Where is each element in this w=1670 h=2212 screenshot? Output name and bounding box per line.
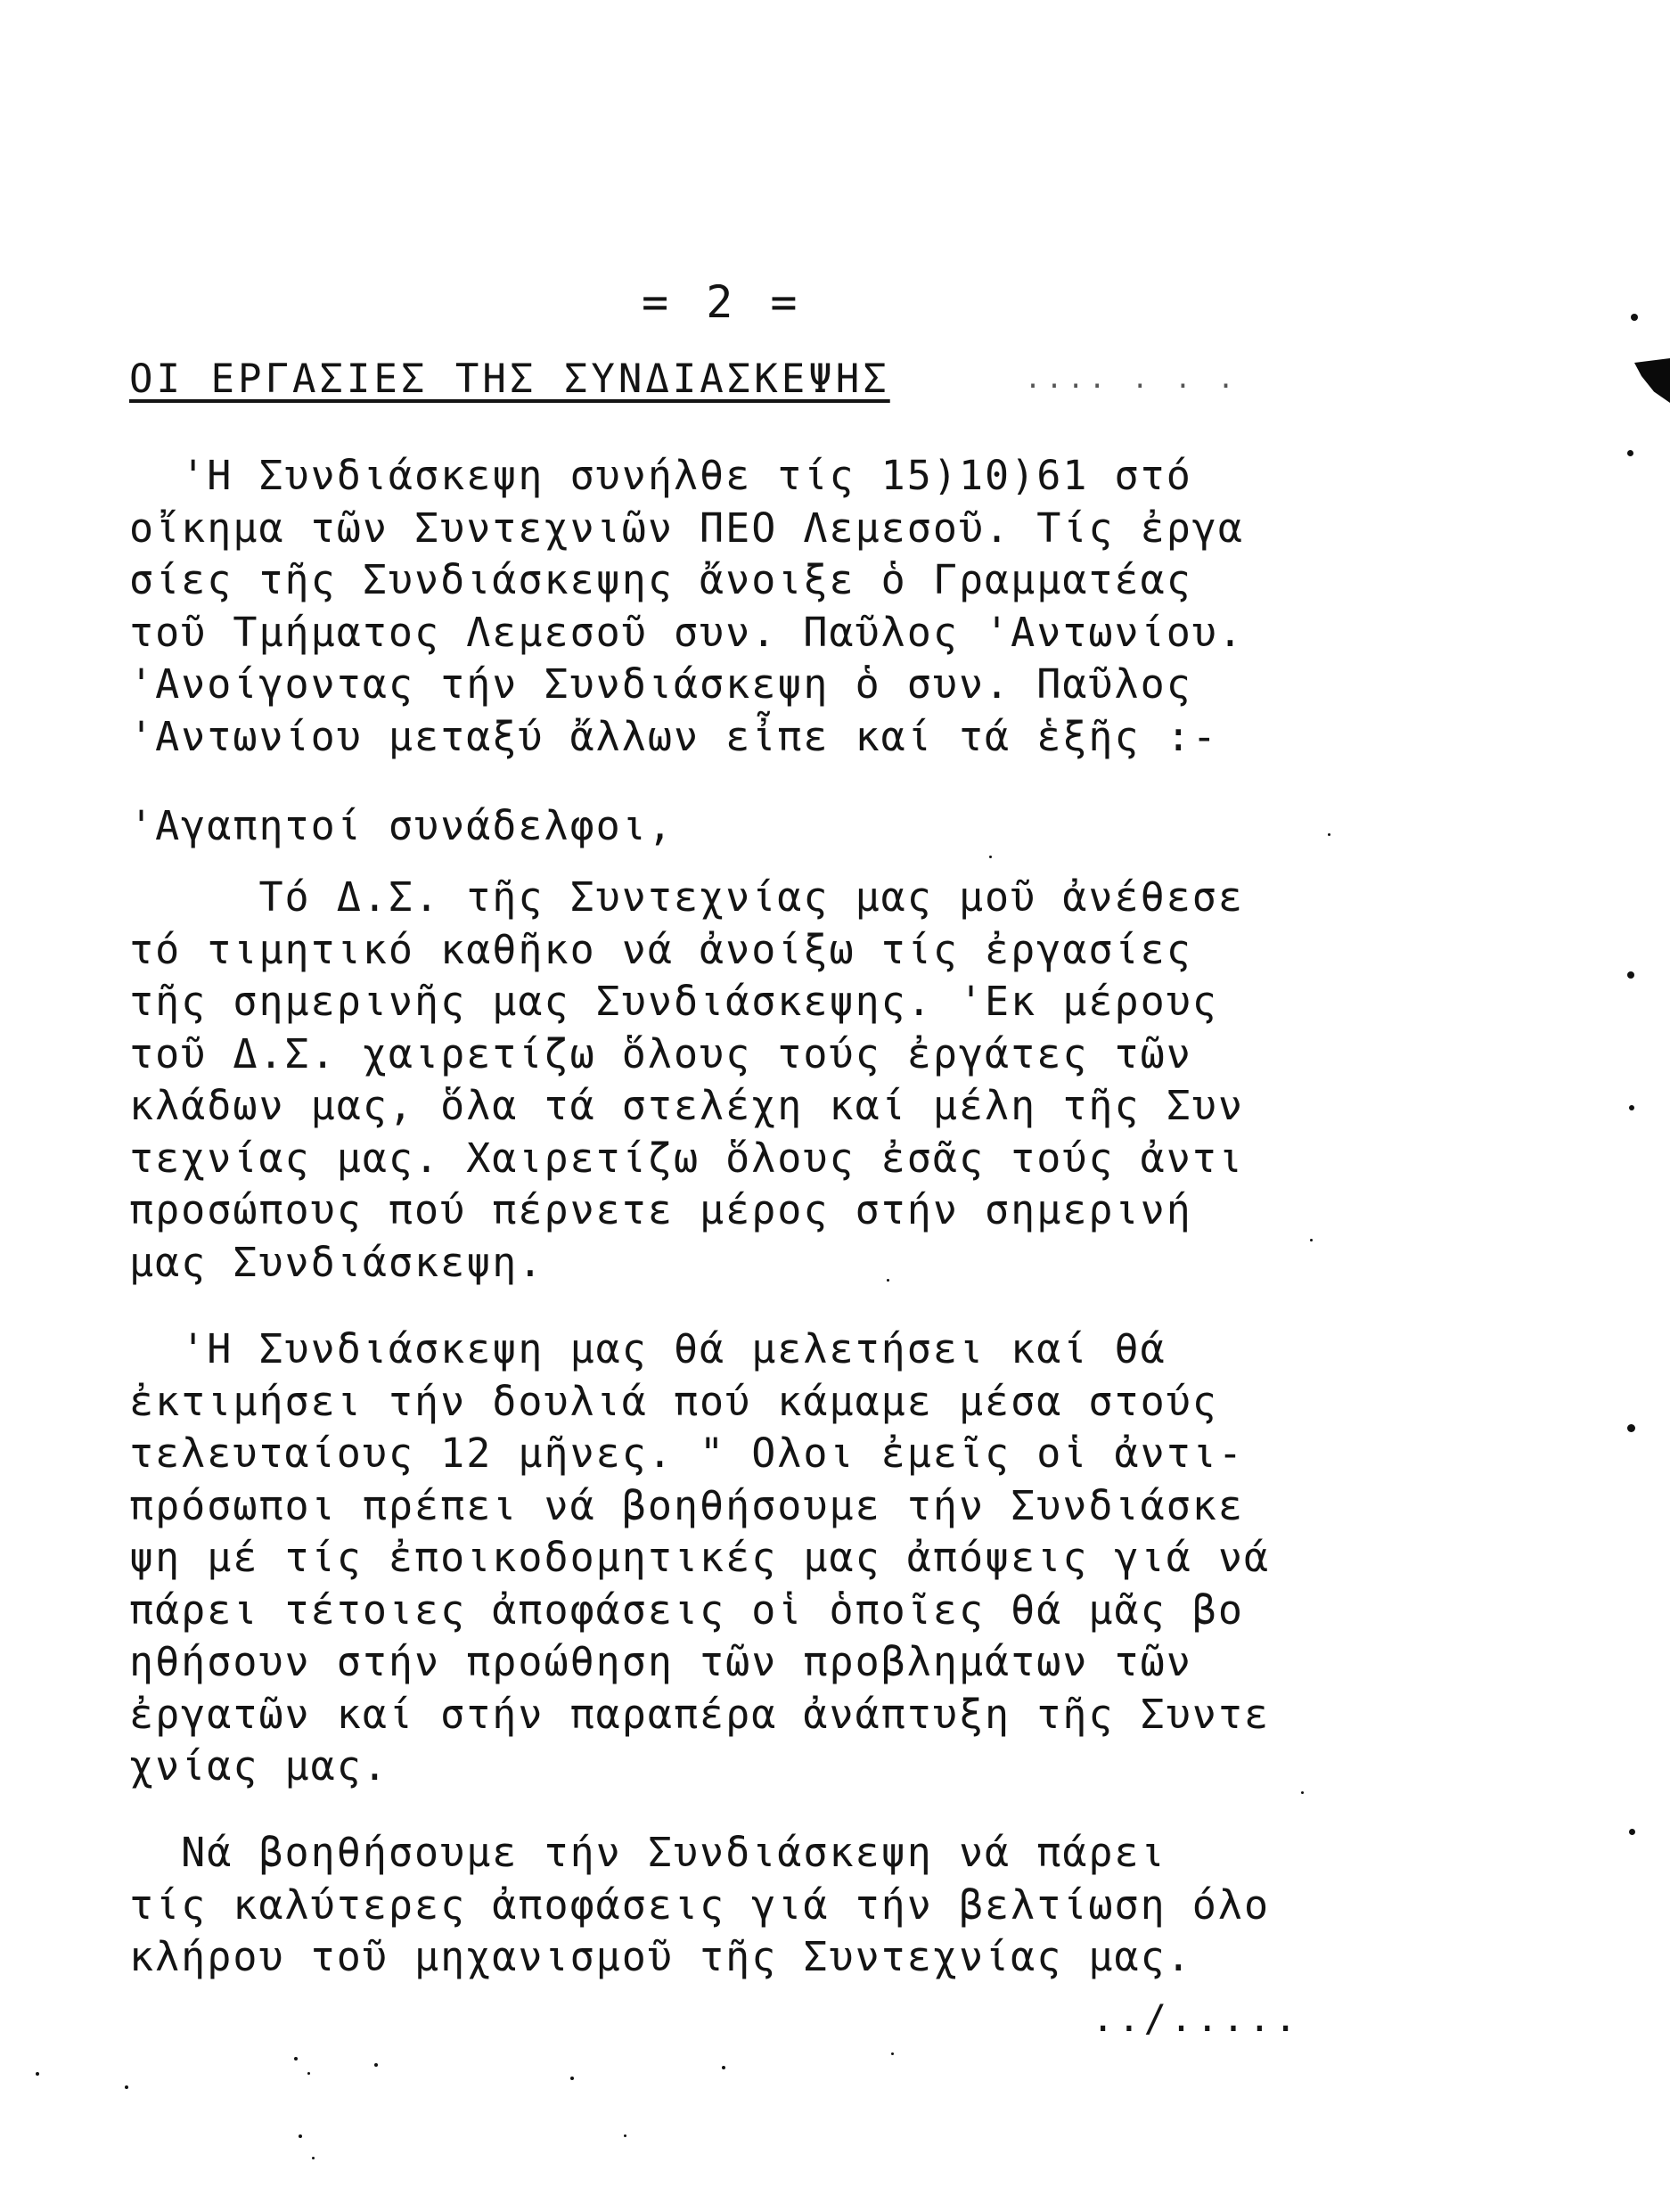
scan-speck — [1328, 833, 1330, 836]
scan-speck — [374, 2063, 378, 2067]
scan-speck — [722, 2066, 725, 2069]
page-number: = 2 = — [642, 276, 803, 328]
scan-speck — [1301, 1791, 1304, 1794]
continuation-mark: ../..... — [1092, 1996, 1301, 2040]
scan-speck — [1627, 450, 1633, 456]
section-heading: ΟΙ ΕΡΓΑΣΙΕΣ ΤΗΣ ΣΥΝΔΙΑΣΚΕΨΗΣ — [129, 356, 890, 402]
paragraph-purpose: 'Η Συνδιάσκεψη μας θά μελετήσει καί θά ἐκτιμήσει τήν δουλιά πού κάμαμε μέσα στούς τελευταίους 12 μῆνες. " Ολοι ἐμεῖς οἱ ἀντι- πρόσωποι πρέπει νά βοηθήσουμε τήν Συνδιάσκε ψη μέ τίς ἐποικοδομητικές μας ἀπόψεις γιά νά πάρει τέτοιες ἀποφάσεις οἱ ὁποῖες θά μᾶς βο ηθήσουν στήν προώθηση τῶν προβλημάτων τῶν ἐργατῶν καί στήν παραπέρα ἀνάπτυξη τῆς Συντε χνίας μας. — [129, 1325, 1271, 1790]
paragraph-closing: Νά βοηθήσουμε τήν Συνδιάσκεψη νά πάρει τίς καλύτερες ἀποφάσεις γιά τήν βελτίωση όλο κλήρου τοῦ μηχανισμοῦ τῆς Συντεχνίας μας. — [129, 1829, 1271, 1980]
scan-speck — [307, 2072, 310, 2075]
scan-speck — [891, 2052, 894, 2055]
scan-speck — [887, 1279, 889, 1282]
scan-speck — [299, 2134, 302, 2138]
paragraph-greeting: Τό Δ.Σ. τῆς Συντεχνίας μας μοῦ ἀνέθεσε τό τιμητικό καθῆκο νά ἀνοίξω τίς ἐργασίες τῆς σημερινῆς μας Συνδιάσκεψης. 'Εκ μέρους τοῦ Δ.Σ. χαιρετίζω ὅλους τούς ἐργάτες τῶν κλάδων μας, ὅλα τά στελέχη καί μέλη τῆς Συν τεχνίας μας. Χαιρετίζω ὅλους ἐσᾶς τούς ἀντι προσώπους πού πέρνετε μέρος στήν σημερινή μας Συνδιάσκεψη. — [129, 873, 1244, 1286]
scan-speck — [624, 2134, 626, 2137]
scan-speck — [570, 2077, 574, 2080]
scan-speck — [1310, 1239, 1313, 1241]
scan-speck — [1627, 971, 1634, 979]
scan-speck — [1629, 1105, 1634, 1110]
scan-speck — [294, 2057, 298, 2060]
scan-speck — [1631, 314, 1638, 321]
scan-edge-mark — [1634, 358, 1670, 403]
paragraph-opening: 'Η Συνδιάσκεψη συνήλθε τίς 15)10)61 στό οἴκημα τῶν Συντεχνιῶν ΠΕΟ Λεμεσοῦ. Τίς ἐργα σίες τῆς Συνδιάσκεψης ἄνοιξε ὁ Γραμματέας τοῦ Τμήματος Λεμεσοῦ συν. Παῦλος 'Αντωνίου. 'Ανοίγοντας τήν Συνδιάσκεψη ὁ συν. Παῦλος 'Αντωνίου μεταξύ ἄλλων εἶπε καί τά ἑξῆς :- — [129, 452, 1244, 760]
scan-speck — [1629, 1829, 1635, 1835]
scan-speck — [36, 2072, 39, 2076]
scan-speck — [312, 2157, 315, 2159]
heading-trailing-dots: .... . . . — [1025, 364, 1240, 395]
scan-speck — [125, 2085, 128, 2089]
scan-speck — [989, 856, 992, 858]
scan-speck — [1627, 1424, 1635, 1432]
salutation: 'Αγαπητοί συνάδελφοι, — [129, 802, 674, 849]
